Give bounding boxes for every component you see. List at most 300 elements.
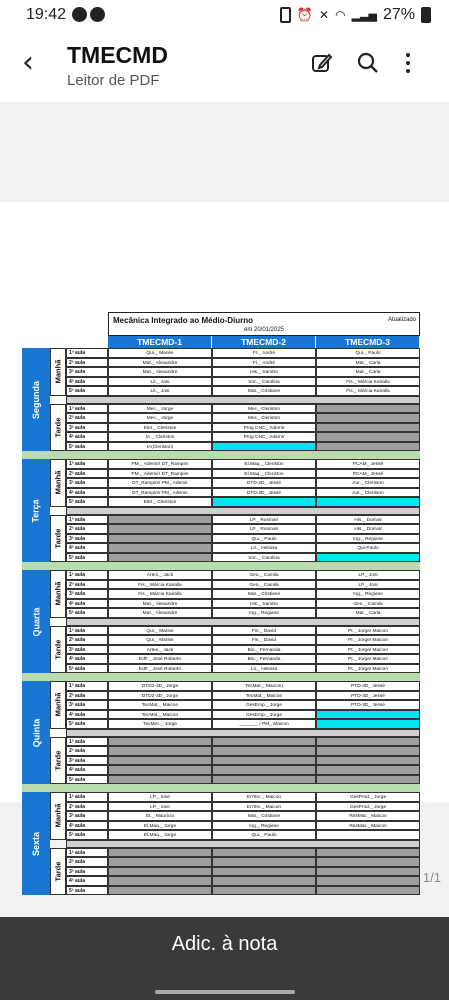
table-cell: El.Maq._ Cleriston: [212, 459, 316, 469]
lesson-label: 1ª aula: [66, 848, 108, 858]
table-cell: [212, 765, 316, 775]
table-cell: [316, 497, 420, 507]
table-row: [66, 599, 420, 609]
table-cell: Lit._ Josi: [108, 377, 212, 387]
battery-level: 27%: [382, 6, 415, 23]
table-row: [66, 497, 420, 507]
lesson-label: 3ª aula: [66, 700, 108, 710]
table-cell: PCAM_ Jessé: [316, 469, 420, 479]
table-cell: [316, 553, 420, 563]
table-row: [66, 423, 420, 433]
table-cell: Mat._ Carla: [316, 367, 420, 377]
table-row: [66, 848, 420, 858]
table-cell: Ing._ Regiane: [212, 608, 316, 618]
table-row: [66, 432, 420, 442]
lesson-label: 3ª aula: [66, 756, 108, 766]
lesson-label: 4ª aula: [66, 821, 108, 831]
table-row: [66, 719, 420, 729]
table-row: [66, 580, 420, 590]
table-row: [66, 570, 420, 580]
table-cell: Prog CNC_ Ademir: [212, 423, 316, 433]
table-cell: [316, 876, 420, 886]
table-cell: [212, 737, 316, 747]
table-cell: Ing._ Regiane: [212, 821, 316, 831]
battery-icon: [421, 7, 431, 23]
table-cell: Mat._ Alexandre: [108, 608, 212, 618]
table-cell: Ing._ Regiane: [316, 534, 420, 544]
app-subtitle: Leitor de PDF: [67, 72, 160, 89]
pdf-viewer[interactable]: [0, 102, 449, 917]
table-cell: Fis._ David: [212, 626, 316, 636]
lesson-label: 3ª aula: [66, 811, 108, 821]
period-separator: [66, 507, 420, 515]
lesson-label: 1ª aula: [66, 515, 108, 525]
period-label: Manhã: [50, 348, 66, 396]
period-separator: [66, 840, 420, 848]
table-row: [66, 811, 420, 821]
lesson-label: 3ª aula: [66, 367, 108, 377]
add-to-note-button[interactable]: Adic. à nota: [171, 933, 278, 955]
table-cell: LP._ Rosmari: [212, 524, 316, 534]
table-cell: Soc._ Carolina: [212, 553, 316, 563]
table-cell: GesProd._ Jorge: [316, 792, 420, 802]
column-header: TMECMD-2: [212, 336, 316, 348]
day-name-label: Quarta: [31, 606, 42, 637]
table-cell: LP._ Rosmari: [212, 515, 316, 525]
day-block: [22, 348, 420, 451]
table-cell: [212, 442, 316, 452]
table-cell: Bio._ Fernanda: [212, 654, 316, 664]
table-cell: El.Maq._ Cleriston: [212, 469, 316, 479]
table-cell: DTD-2D_ Jessé: [212, 488, 316, 498]
table-row: [66, 553, 420, 563]
table-cell: Fis._ Márcia Kairalla: [108, 589, 212, 599]
status-time: 19:42: [26, 6, 67, 23]
table-row: [66, 404, 420, 414]
table-cell: LP._ Josi: [316, 580, 420, 590]
period-label: Tarde: [50, 515, 66, 563]
lesson-label: 1ª aula: [66, 681, 108, 691]
table-row: [66, 710, 420, 720]
table-cell: Elet._ Cleriston: [108, 497, 212, 507]
table-cell: DTD-2D_ Jessé: [212, 478, 316, 488]
table-row: [66, 746, 420, 756]
lesson-label: 2ª aula: [66, 746, 108, 756]
lesson-label: 5ª aula: [66, 497, 108, 507]
lesson-label: 3ª aula: [66, 534, 108, 544]
table-cell: [108, 737, 212, 747]
table-row: [66, 377, 420, 387]
back-arrow-icon[interactable]: ‹: [22, 45, 34, 80]
day-block: [22, 681, 420, 784]
period-label: Manhã: [50, 570, 66, 618]
table-cell: [108, 775, 212, 785]
table-cell: [108, 765, 212, 775]
table-cell: PCAM_ Jessé: [316, 459, 420, 469]
table-row: [66, 765, 420, 775]
table-cell: His._ Sandro: [212, 599, 316, 609]
table-cell: [316, 746, 420, 756]
table-cell: [108, 886, 212, 896]
table-row: [66, 488, 420, 498]
table-cell: LP._ Ione: [108, 802, 212, 812]
app-header: [0, 32, 449, 102]
table-cell: Qui._ Marise: [108, 626, 212, 636]
lesson-label: 4ª aula: [66, 876, 108, 886]
day-block: [22, 570, 420, 673]
table-row: [66, 442, 420, 452]
table-cell: Fí._ André: [212, 348, 316, 358]
lesson-label: 3ª aula: [66, 645, 108, 655]
lesson-label: 3ª aula: [66, 478, 108, 488]
document-title: TMECMD: [67, 42, 168, 68]
edit-icon[interactable]: [311, 52, 333, 74]
table-cell: [108, 746, 212, 756]
table-cell: [316, 867, 420, 877]
table-cell: Artes._ Jack: [108, 645, 212, 655]
table-cell: Mec._ Jorge: [108, 404, 212, 414]
table-cell: PTD-3D_ Jessé: [316, 700, 420, 710]
table-cell: PM._ Ademir/ DT_Rampim: [108, 459, 212, 469]
lesson-label: 2ª aula: [66, 580, 108, 590]
table-cell: EdF._ José Roberto: [108, 654, 212, 664]
lesson-label: 2ª aula: [66, 857, 108, 867]
day-separator: [22, 784, 420, 792]
lesson-label: 1ª aula: [66, 792, 108, 802]
lesson-label: 4ª aula: [66, 377, 108, 387]
table-cell: PM._ Ademir/ DT_Rampim: [108, 469, 212, 479]
table-row: [66, 367, 420, 377]
table-row: [66, 348, 420, 358]
table-row: [66, 534, 420, 544]
table-row: [66, 478, 420, 488]
lesson-label: 1ª aula: [66, 404, 108, 414]
table-cell: IA._ Cleriston: [108, 432, 212, 442]
table-row: [66, 691, 420, 701]
period-label: Manhã: [50, 792, 66, 840]
lesson-label: 1ª aula: [66, 626, 108, 636]
table-cell: [108, 857, 212, 867]
lesson-label: 2ª aula: [66, 691, 108, 701]
lesson-label: 4ª aula: [66, 599, 108, 609]
lesson-label: 5ª aula: [66, 830, 108, 840]
alarm-icon: ⏰: [296, 7, 314, 22]
table-row: [66, 876, 420, 886]
table-cell: Fis._ Márcia Kairalla: [108, 580, 212, 590]
table-cell: Mec_ Cleriston: [212, 413, 316, 423]
period-separator: [66, 729, 420, 737]
table-cell: Aut._ Cleriston: [316, 488, 420, 498]
table-cell: His._ Dorival: [316, 515, 420, 525]
table-cell: Fis._ Márcia Kairalla: [316, 377, 420, 387]
period-label: Manhã: [50, 681, 66, 729]
table-row: [66, 543, 420, 553]
table-cell: Geo._ Camila: [212, 580, 316, 590]
table-cell: Geo._ Camila: [316, 599, 420, 609]
table-cell: Artes._ Jack: [108, 570, 212, 580]
table-cell: [212, 775, 316, 785]
table-cell: [316, 432, 420, 442]
table-row: [66, 524, 420, 534]
table-cell: [316, 404, 420, 414]
table-cell: [212, 848, 316, 858]
lesson-label: 5ª aula: [66, 553, 108, 563]
table-cell: [212, 756, 316, 766]
table-row: [66, 654, 420, 664]
table-row: [66, 386, 420, 396]
table-row: [66, 459, 420, 469]
table-cell: Mec_ Cleriston: [212, 404, 316, 414]
lesson-label: 4ª aula: [66, 654, 108, 664]
wifi-icon: ◠: [335, 8, 346, 22]
lesson-label: 4ª aula: [66, 543, 108, 553]
table-cell: [212, 857, 316, 867]
table-cell: TecMat._ Maicon: [212, 691, 316, 701]
period-label: Tarde: [50, 626, 66, 674]
table-row: [66, 608, 420, 618]
table-row: [66, 857, 420, 867]
table-cell: PI._ Jorge/ Maicon: [316, 654, 420, 664]
table-cell: Mat._ Carla: [316, 608, 420, 618]
column-header: TMECMD-3: [316, 336, 420, 348]
lesson-label: 1ª aula: [66, 459, 108, 469]
table-row: [66, 756, 420, 766]
table-cell: Mat._ Alexandre: [108, 358, 212, 368]
lesson-label: 3ª aula: [66, 589, 108, 599]
table-cell: [316, 737, 420, 747]
table-cell: [108, 756, 212, 766]
table-cell: [108, 515, 212, 525]
table-cell: [316, 756, 420, 766]
gesture-handle: [155, 990, 295, 994]
table-cell: Qui-Paulo: [316, 543, 420, 553]
day-separator: [22, 562, 420, 570]
lesson-label: 2ª aula: [66, 469, 108, 479]
updated-label: Atualizado: [387, 317, 416, 323]
table-cell: Lit._ Heloisa: [212, 543, 316, 553]
table-cell: DTD2-3D_ Jorge: [108, 681, 212, 691]
lesson-label: 5ª aula: [66, 886, 108, 896]
table-row: [66, 867, 420, 877]
table-cell: [212, 746, 316, 756]
dnd-icon: [90, 7, 105, 22]
table-cell: Ing._ Regiane: [316, 589, 420, 599]
table-cell: DTD2-3D_ Jorge: [108, 691, 212, 701]
lesson-label: 5ª aula: [66, 608, 108, 618]
table-cell: [212, 876, 316, 886]
period-label: Tarde: [50, 737, 66, 785]
table-row: [66, 358, 420, 368]
lesson-label: 2ª aula: [66, 802, 108, 812]
table-cell: PI._ Jorge/ Maicon: [316, 664, 420, 674]
table-cell: El.Maq._ Jorge: [108, 830, 212, 840]
schedule-grid: [22, 348, 420, 895]
table-cell: TecMec._ Jorge: [108, 719, 212, 729]
battery-saver-icon: [280, 7, 291, 23]
table-cell: Mat._ Carla: [316, 358, 420, 368]
table-cell: Fis._ Márcia Kairalla: [316, 386, 420, 396]
table-cell: [316, 848, 420, 858]
day-name: [22, 681, 50, 784]
table-cell: Fis._ David: [212, 635, 316, 645]
table-cell: DT_Rampim/ PM_ Ademir: [108, 478, 212, 488]
table-row: [66, 589, 420, 599]
day-name: [22, 792, 50, 895]
day-name-label: Terça: [30, 498, 41, 523]
lesson-label: 2ª aula: [66, 413, 108, 423]
table-cell: [108, 848, 212, 858]
more-vert-icon[interactable]: [404, 52, 412, 74]
table-cell: [316, 423, 420, 433]
period-label: Tarde: [50, 404, 66, 452]
table-cell: His._ Sandro: [212, 367, 316, 377]
period-separator: [66, 618, 420, 626]
table-cell: [316, 886, 420, 896]
table-cell: EnTec._ Maicon: [212, 792, 316, 802]
table-cell: Geo._ Camila: [212, 570, 316, 580]
table-cell: [316, 830, 420, 840]
day-name: [22, 570, 50, 673]
table-row: [66, 515, 420, 525]
table-cell: PI._ Jorge/ Maicon: [316, 626, 420, 636]
table-cell: LP._ Ione: [108, 792, 212, 802]
table-cell: EnTec._ Maicon: [212, 802, 316, 812]
table-cell: [316, 857, 420, 867]
table-cell: [212, 886, 316, 896]
lesson-label: 2ª aula: [66, 635, 108, 645]
lesson-label: 4ª aula: [66, 432, 108, 442]
table-cell: Qui._ Paulo: [316, 348, 420, 358]
whatsapp-icon: [72, 7, 87, 22]
day-name-label: Sexta: [31, 831, 41, 856]
table-cell: Ét._ Maurício: [108, 811, 212, 821]
table-cell: ResMat._ Maicon: [316, 811, 420, 821]
table-row: [66, 802, 420, 812]
period-label: Tarde: [50, 848, 66, 896]
table-cell: Mat._ Cristiane: [212, 811, 316, 821]
lesson-label: 4ª aula: [66, 710, 108, 720]
table-row: [66, 645, 420, 655]
lesson-label: 2ª aula: [66, 358, 108, 368]
lesson-label: 5ª aula: [66, 775, 108, 785]
column-header: TMECMD-1: [108, 336, 212, 348]
table-cell: Mat._ Cristiane: [212, 386, 316, 396]
signal-icon: ▂▃▅: [351, 9, 377, 22]
table-cell: Lit._ Josi: [108, 386, 212, 396]
table-row: [66, 469, 420, 479]
table-cell: [212, 867, 316, 877]
table-row: [66, 664, 420, 674]
day-name-label: Quinta: [31, 718, 41, 747]
table-cell: PTD-3D_ Jessé: [316, 691, 420, 701]
table-row: [66, 737, 420, 747]
day-name: [22, 459, 50, 562]
table-cell: [316, 719, 420, 729]
schedule-date: em 20/01/2025: [243, 327, 285, 333]
status-bar: [0, 0, 449, 32]
day-name-label: Segunda: [31, 380, 42, 419]
table-cell: [108, 524, 212, 534]
day-name: [22, 348, 50, 451]
table-cell: GesProd._ Jorge: [316, 802, 420, 812]
bottom-bar: [0, 917, 449, 1000]
lesson-label: 5ª aula: [66, 719, 108, 729]
day-separator: [22, 673, 420, 681]
column-headers: [108, 336, 420, 348]
day-block: [22, 792, 420, 895]
table-cell: TecMat._ Maicon: [108, 700, 212, 710]
table-cell: LP._ Josi: [316, 570, 420, 580]
table-cell: His._ Dorival: [316, 524, 420, 534]
table-cell: PI._ Jorge/ Maicon: [316, 645, 420, 655]
table-cell: GesEmp._ Jorge: [212, 700, 316, 710]
day-separator: [22, 451, 420, 459]
lesson-label: 1ª aula: [66, 737, 108, 747]
table-cell: [316, 765, 420, 775]
table-cell: TecMat._ Maicon): [212, 681, 316, 691]
table-cell: [108, 543, 212, 553]
table-cell: GesEmp._ Jorge: [212, 710, 316, 720]
table-row: [66, 830, 420, 840]
table-cell: PI._ Jorge/ Maicon: [316, 635, 420, 645]
table-cell: Qui._ Paulo: [212, 534, 316, 544]
table-row: [66, 792, 420, 802]
table-cell: ResMat._ Maicon: [316, 821, 420, 831]
page-counter: 1/1: [422, 870, 441, 885]
table-cell: Elet._ Cleriston: [108, 423, 212, 433]
table-cell: [316, 710, 420, 720]
lesson-label: 5ª aula: [66, 386, 108, 396]
table-cell: Lit._ Heloisa: [212, 664, 316, 674]
table-row: [66, 681, 420, 691]
table-row: [66, 886, 420, 896]
search-icon[interactable]: [357, 52, 379, 74]
table-cell: Qui._ Marise: [108, 348, 212, 358]
lesson-label: 4ª aula: [66, 765, 108, 775]
table-cell: IA(Cleriston): [108, 442, 212, 452]
table-cell: Mat._ Alexandre: [108, 599, 212, 609]
table-row: [66, 626, 420, 636]
table-cell: [108, 867, 212, 877]
lesson-label: 5ª aula: [66, 442, 108, 452]
table-row: [66, 635, 420, 645]
table-cell: Aut._ Cleriston: [316, 478, 420, 488]
table-cell: [108, 553, 212, 563]
lesson-label: 4ª aula: [66, 488, 108, 498]
table-row: [66, 775, 420, 785]
table-cell: TecMat._ Maicon: [108, 710, 212, 720]
lesson-label: 5ª aula: [66, 664, 108, 674]
table-cell: Fí._ André: [212, 358, 316, 368]
table-row: [66, 700, 420, 710]
table-cell: Qui._ Marise: [108, 635, 212, 645]
table-cell: [316, 442, 420, 452]
period-label: Manhã: [50, 459, 66, 507]
day-block: [22, 459, 420, 562]
schedule-header: [108, 312, 420, 336]
table-cell: Qui._ Paulo: [212, 830, 316, 840]
table-cell: Mat._ Cristiane: [212, 589, 316, 599]
table-cell: [316, 775, 420, 785]
table-cell: EdF._ José Roberto: [108, 664, 212, 674]
period-separator: [66, 396, 420, 404]
table-cell: Mec._ Jorge: [108, 413, 212, 423]
table-cell: Prog CNC_ Ademir: [212, 432, 316, 442]
table-cell: Mat._ Alexandre: [108, 367, 212, 377]
lesson-label: 3ª aula: [66, 423, 108, 433]
lesson-label: 1ª aula: [66, 570, 108, 580]
table-cell: [212, 497, 316, 507]
